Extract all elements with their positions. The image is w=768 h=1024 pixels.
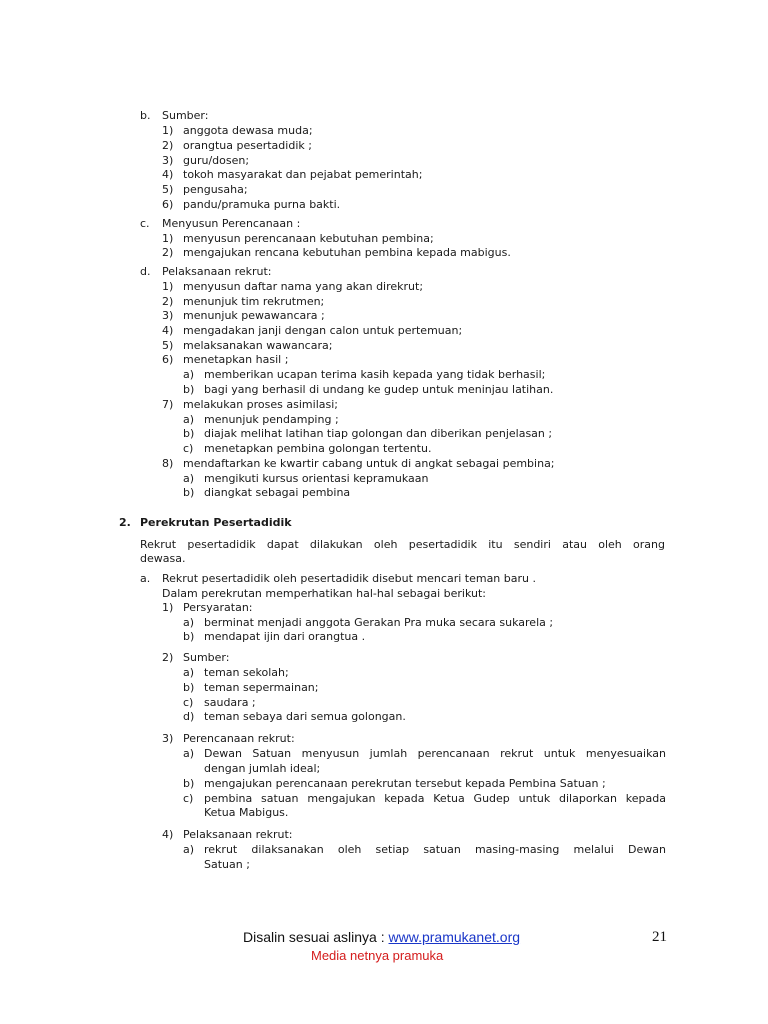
item-letter: a) — [183, 368, 195, 381]
list-item-text: melakukan proses asimilasi; — [183, 398, 338, 411]
item-letter: c) — [183, 792, 194, 805]
section-heading: Menyusun Perencanaan : — [162, 217, 301, 230]
sub-item-text: pembina satuan mengajukan kepada Ketua Gudep untuk dilaporkan kepada — [204, 792, 666, 805]
item-number: 5) — [162, 339, 174, 352]
item-number: 6) — [162, 353, 174, 366]
footer-tagline: Media netnya pramuka — [311, 948, 444, 963]
item-number: 8) — [162, 457, 174, 470]
subsection-heading: Persyaratan: — [183, 601, 253, 614]
paragraph-line: Dalam perekrutan memperhatikan hal-hal sebagai berikut: — [162, 587, 487, 600]
item-number: 4) — [162, 168, 174, 181]
sub-item-text: diajak melihat latihan tiap golongan dan diberikan penjelasan ; — [204, 427, 553, 440]
list-item — [162, 280, 173, 294]
sub-item-text: bagi yang berhasil di undang ke gudep untuk meninjau latihan. — [204, 383, 554, 396]
item-number: 6) — [162, 198, 174, 211]
sub-item-text: mengajukan perencanaan perekrutan tersebut kepada Pembina Satuan ; — [204, 777, 606, 790]
item-letter: a) — [183, 747, 195, 760]
list-item — [162, 168, 173, 182]
item-letter: b) — [183, 681, 195, 694]
item-letter: a) — [183, 413, 195, 426]
list-marker: c. — [140, 217, 150, 230]
list-item-text: menetapkan hasil ; — [183, 353, 289, 366]
list-item — [162, 309, 173, 323]
list-item-text: orangtua pesertadidik ; — [183, 139, 312, 152]
item-number: 2) — [162, 651, 174, 664]
item-number: 2) — [162, 246, 174, 259]
list-item-text: pandu/pramuka purna bakti. — [183, 198, 341, 211]
sub-item-text: berminat menjadi anggota Gerakan Pra muka secara sukarela ; — [204, 616, 554, 629]
list-item-text: mengadakan janji dengan calon untuk pertemuan; — [183, 324, 463, 337]
list-item — [162, 154, 173, 168]
list-item — [162, 232, 173, 246]
footer-prefix: Disalin sesuai aslinya : — [243, 929, 389, 945]
list-item-text: tokoh masyarakat dan pejabat pemerintah; — [183, 168, 423, 181]
item-letter: b) — [183, 630, 195, 643]
item-letter: a) — [183, 616, 195, 629]
subsection-heading: Perencanaan rekrut: — [183, 732, 295, 745]
section-title: Perekrutan Pesertadidik — [140, 516, 292, 529]
sub-item-text: menunjuk pendamping ; — [204, 413, 339, 426]
sub-item-text: teman sepermainan; — [204, 681, 319, 694]
sub-item — [183, 383, 194, 397]
item-number: 2) — [162, 295, 174, 308]
list-item — [162, 324, 173, 338]
item-number: 1) — [162, 601, 174, 614]
section-number: 2. — [119, 516, 131, 529]
subsection-heading: Pelaksanaan rekrut: — [183, 828, 293, 841]
item-number: 7) — [162, 398, 174, 411]
list-item — [162, 139, 173, 153]
item-letter: a) — [183, 843, 195, 856]
item-number: 5) — [162, 183, 174, 196]
item-letter: b) — [183, 777, 195, 790]
sub-item-text: memberikan ucapan terima kasih kepada yang tidak berhasil; — [204, 368, 546, 381]
item-letter: c) — [183, 696, 194, 709]
list-item-text: menunjuk pewawancara ; — [183, 309, 325, 322]
list-marker: a. — [140, 572, 151, 585]
paragraph-line: Rekrut pesertadidik oleh pesertadidik disebut mencari teman baru . — [162, 572, 536, 585]
sub-item-text: mengikuti kursus orientasi kepramukaan — [204, 472, 429, 485]
item-number: 3) — [162, 732, 174, 745]
item-number: 3) — [162, 154, 174, 167]
sub-item-text: menetapkan pembina golongan tertentu. — [204, 442, 432, 455]
list-item-text: menyusun perencanaan kebutuhan pembina; — [183, 232, 434, 245]
subsection-heading: Sumber: — [183, 651, 230, 664]
footer-link[interactable]: www.pramukanet.org — [388, 929, 521, 945]
sub-item-text-continued: Satuan ; — [204, 858, 250, 871]
intro-paragraph-line: Rekrut pesertadidik dapat dilakukan oleh pesertadidik itu sendiri atau oleh orang — [140, 538, 665, 551]
item-number: 2) — [162, 139, 174, 152]
item-number: 4) — [162, 324, 174, 337]
sub-item — [183, 427, 194, 441]
list-item — [162, 124, 173, 138]
list-item — [162, 353, 173, 367]
sub-item — [183, 472, 194, 486]
sub-item — [183, 486, 194, 500]
list-item-text: pengusaha; — [183, 183, 248, 196]
sub-item — [183, 413, 194, 427]
list-item — [162, 183, 173, 197]
item-letter: c) — [183, 442, 194, 455]
item-letter: a) — [183, 472, 195, 485]
item-number: 1) — [162, 232, 174, 245]
sub-item-text-continued: dengan jumlah ideal; — [204, 762, 321, 775]
item-letter: a) — [183, 666, 195, 679]
list-item — [162, 246, 173, 260]
sub-item-text: Dewan Satuan menyusun jumlah perencanaan rekrut untuk menyesuaikan — [204, 747, 666, 760]
item-number: 1) — [162, 124, 174, 137]
sub-item-text: rekrut dilaksanakan oleh setiap satuan masing-masing melalui Dewan — [204, 843, 666, 856]
list-item — [162, 398, 173, 412]
sub-item-text-continued: Ketua Mabigus. — [204, 806, 289, 819]
list-marker: b. — [140, 109, 151, 122]
list-item — [162, 457, 173, 471]
section-heading: Sumber: — [162, 109, 209, 122]
sub-item-text: teman sekolah; — [204, 666, 289, 679]
sub-item — [183, 368, 194, 382]
list-item — [162, 198, 173, 212]
item-letter: b) — [183, 383, 195, 396]
item-number: 3) — [162, 309, 174, 322]
sub-item — [183, 442, 193, 456]
list-item — [162, 295, 173, 309]
sub-item-text: mendapat ijin dari orangtua . — [204, 630, 366, 643]
list-item — [162, 339, 173, 353]
list-item-text: menunjuk tim rekrutmen; — [183, 295, 325, 308]
list-item-text: anggota dewasa muda; — [183, 124, 313, 137]
item-number: 1) — [162, 280, 174, 293]
list-item-text: mengajukan rencana kebutuhan pembina kepada mabigus. — [183, 246, 511, 259]
list-item-text: menyusun daftar nama yang akan direkrut; — [183, 280, 424, 293]
section-heading: Pelaksanaan rekrut: — [162, 265, 272, 278]
item-letter: b) — [183, 427, 195, 440]
item-letter: b) — [183, 486, 195, 499]
page-number: 21 — [652, 929, 667, 945]
item-letter: d) — [183, 710, 195, 723]
sub-item-text: diangkat sebagai pembina — [204, 486, 351, 499]
sub-item-text: teman sebaya dari semua golongan. — [204, 710, 406, 723]
list-marker: d. — [140, 265, 151, 278]
sub-item-text: saudara ; — [204, 696, 256, 709]
intro-paragraph-line: dewasa. — [140, 552, 186, 565]
list-item-text: guru/dosen; — [183, 154, 250, 167]
list-item-text: melaksanakan wawancara; — [183, 339, 333, 352]
list-item-text: mendaftarkan ke kwartir cabang untuk di angkat sebagai pembina; — [183, 457, 555, 470]
item-number: 4) — [162, 828, 174, 841]
footer-credit — [243, 929, 520, 945]
